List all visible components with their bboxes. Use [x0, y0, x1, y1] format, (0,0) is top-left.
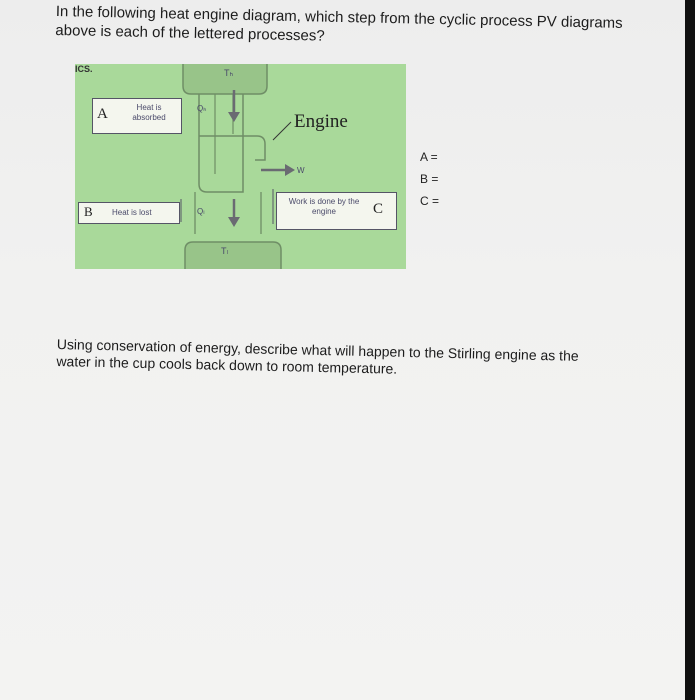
answer-b: B =	[420, 172, 439, 186]
cut-off-text: ICS.	[75, 64, 93, 74]
box-c	[276, 192, 397, 230]
th-label: Tₕ	[224, 68, 234, 78]
qh-arrow	[228, 90, 240, 122]
qc-arrow	[228, 199, 240, 227]
box-a	[92, 98, 182, 134]
qh-label: Qₕ	[197, 104, 207, 113]
box-b	[78, 202, 180, 224]
right-edge-shadow	[685, 0, 695, 700]
box-c-text: Work is done by the engine	[288, 197, 360, 216]
engine-leader-line	[273, 122, 291, 140]
answer-list	[420, 150, 439, 216]
question-2-text: Using conservation of energy, describe what will happen to the Stirling engine as the water in the cup cools back down to room temperature.	[56, 336, 579, 377]
box-c-letter: C	[373, 201, 384, 217]
box-b-text: Heat is lost	[112, 208, 152, 217]
answer-c: C =	[420, 194, 440, 208]
box-b-letter: B	[84, 204, 93, 219]
tc-label: Tₗ	[221, 246, 228, 256]
engine-schematic	[75, 64, 406, 269]
work-arrow	[261, 164, 295, 176]
question-1-text: In the following heat engine diagram, which step from the cyclic process PV diagrams above is each of the lettered processes?	[55, 2, 623, 45]
cold-reservoir	[185, 242, 281, 269]
qc-label: Qₗ	[197, 207, 205, 216]
engine-block	[199, 136, 265, 160]
w-label: W	[297, 166, 305, 175]
box-a-text: Heat is absorbed	[132, 103, 166, 122]
heat-engine-diagram	[75, 64, 406, 269]
answer-a: A =	[420, 150, 438, 164]
engine-label: Engine	[294, 111, 348, 132]
box-a-letter: A	[97, 106, 108, 122]
